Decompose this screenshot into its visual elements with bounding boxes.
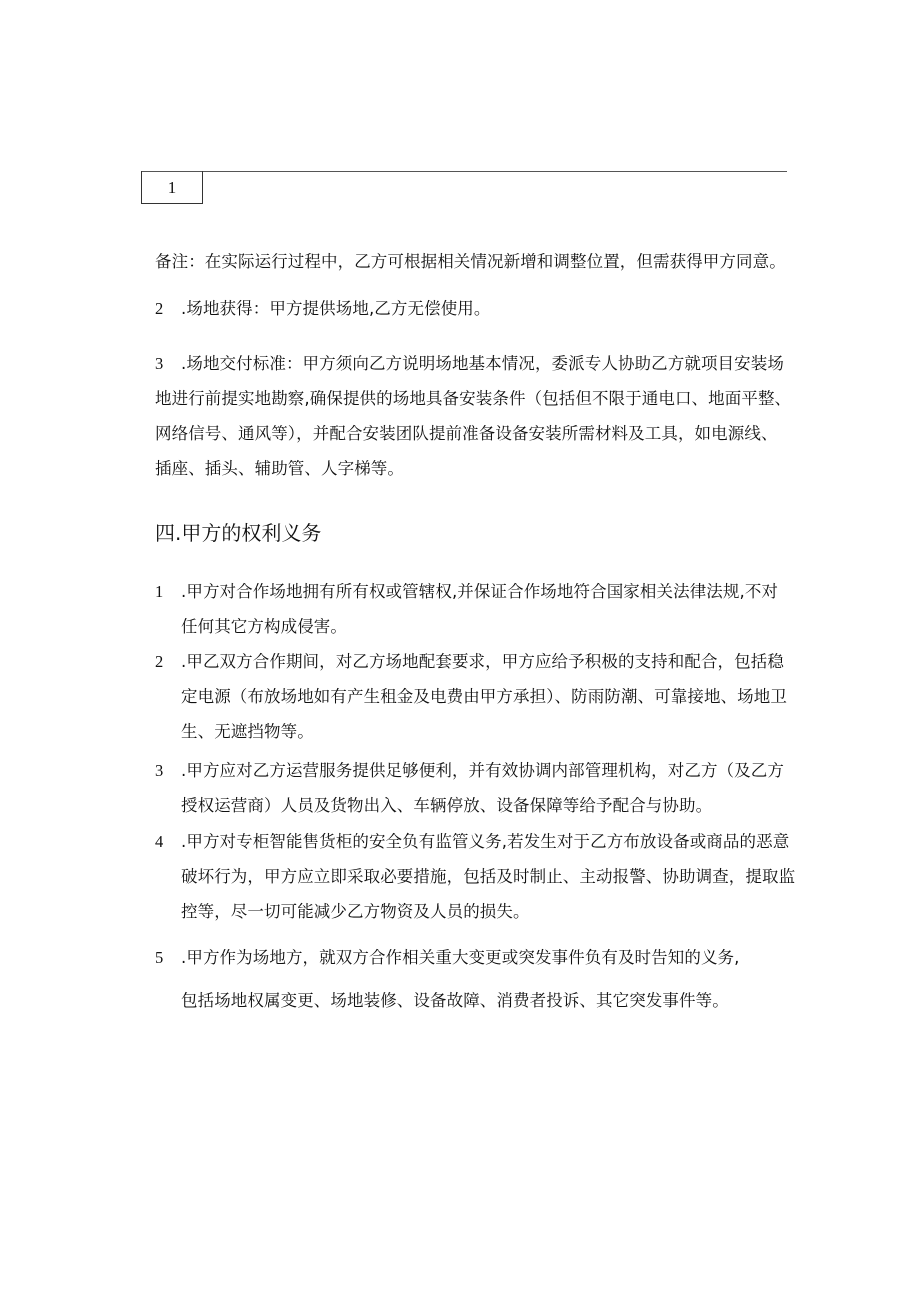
- item-text: .甲方对专柜智能售货柜的安全负有监管义务,若发生对于乙方布放设备或商品的恶意: [181, 832, 790, 851]
- s4-item-2-line-3: 生、无遮挡物等。: [181, 722, 314, 741]
- item-number: 3: [155, 354, 164, 373]
- item-text: .甲方应对乙方运营服务提供足够便利，并有效协调内部管理机构，对乙方（及乙方: [181, 761, 784, 780]
- item-2: [155, 295, 491, 319]
- s4-item-1-line-1: [155, 578, 778, 602]
- s4-item-3-line-1: [155, 757, 784, 781]
- s4-item-4-line-1: [155, 828, 789, 852]
- item-number: 5: [155, 948, 164, 967]
- s4-item-3-line-2: 授权运营商）人员及货物出入、车辆停放、设备保障等给予配合与协助。: [181, 796, 713, 815]
- item-number: 3: [155, 761, 164, 780]
- item-3-line-4: 插座、插头、辅助管、人字梯等。: [155, 459, 404, 478]
- section-4-heading: 四.甲方的权利义务: [155, 521, 322, 545]
- item-number: 1: [155, 582, 164, 601]
- s4-item-1-line-2: 任何其它方构成侵害。: [181, 617, 347, 636]
- s4-item-4-line-3: 控等，尽一切可能减少乙方物资及人员的损失。: [181, 902, 530, 921]
- item-text: .场地交付标准：甲方须向乙方说明场地基本情况，委派专人协助乙方就项目安装场: [181, 354, 784, 373]
- table-top-rule: [141, 171, 787, 172]
- item-number: 2: [155, 652, 164, 671]
- item-number: 2: [155, 299, 164, 318]
- note-text: 备注：在实际运行过程中，乙方可根据相关情况新增和调整位置，但需获得甲方同意。: [155, 252, 786, 271]
- item-text: .甲方作为场地方，就双方合作相关重大变更或突发事件负有及时告知的义务,: [181, 948, 740, 967]
- s4-item-5-line-1: [155, 944, 740, 968]
- item-3-line-1: [155, 350, 784, 374]
- item-text: .场地获得：甲方提供场地,乙方无偿使用。: [181, 299, 491, 318]
- item-text: .甲乙双方合作期间，对乙方场地配套要求，甲方应给予积极的支持和配合，包括稳: [181, 652, 784, 671]
- table-cell: 1: [141, 171, 203, 204]
- item-3-line-3: 网络信号、通风等），并配合安装团队提前准备设备安装所需材料及工具，如电源线、: [155, 424, 778, 443]
- s4-item-2-line-1: [155, 648, 784, 672]
- s4-item-5-line-2: 包括场地权属变更、场地装修、设备故障、消费者投诉、其它突发事件等。: [181, 991, 729, 1010]
- s4-item-2-line-2: 定电源（布放场地如有产生租金及电费由甲方承担）、防雨防潮、可靠接地、场地卫: [181, 687, 787, 706]
- item-number: 4: [155, 832, 164, 851]
- item-3-line-2: 地进行前提实地勘察,确保提供的场地具备安装条件（包括但不限于通电口、地面平整、: [155, 389, 792, 408]
- item-text: .甲方对合作场地拥有所有权或管辖权,并保证合作场地符合国家相关法律法规,不对: [181, 582, 779, 601]
- table-fragment: [141, 171, 787, 205]
- s4-item-4-line-2: 破坏行为，甲方应立即采取必要措施，包括及时制止、主动报警、协助调查，提取监: [181, 867, 796, 886]
